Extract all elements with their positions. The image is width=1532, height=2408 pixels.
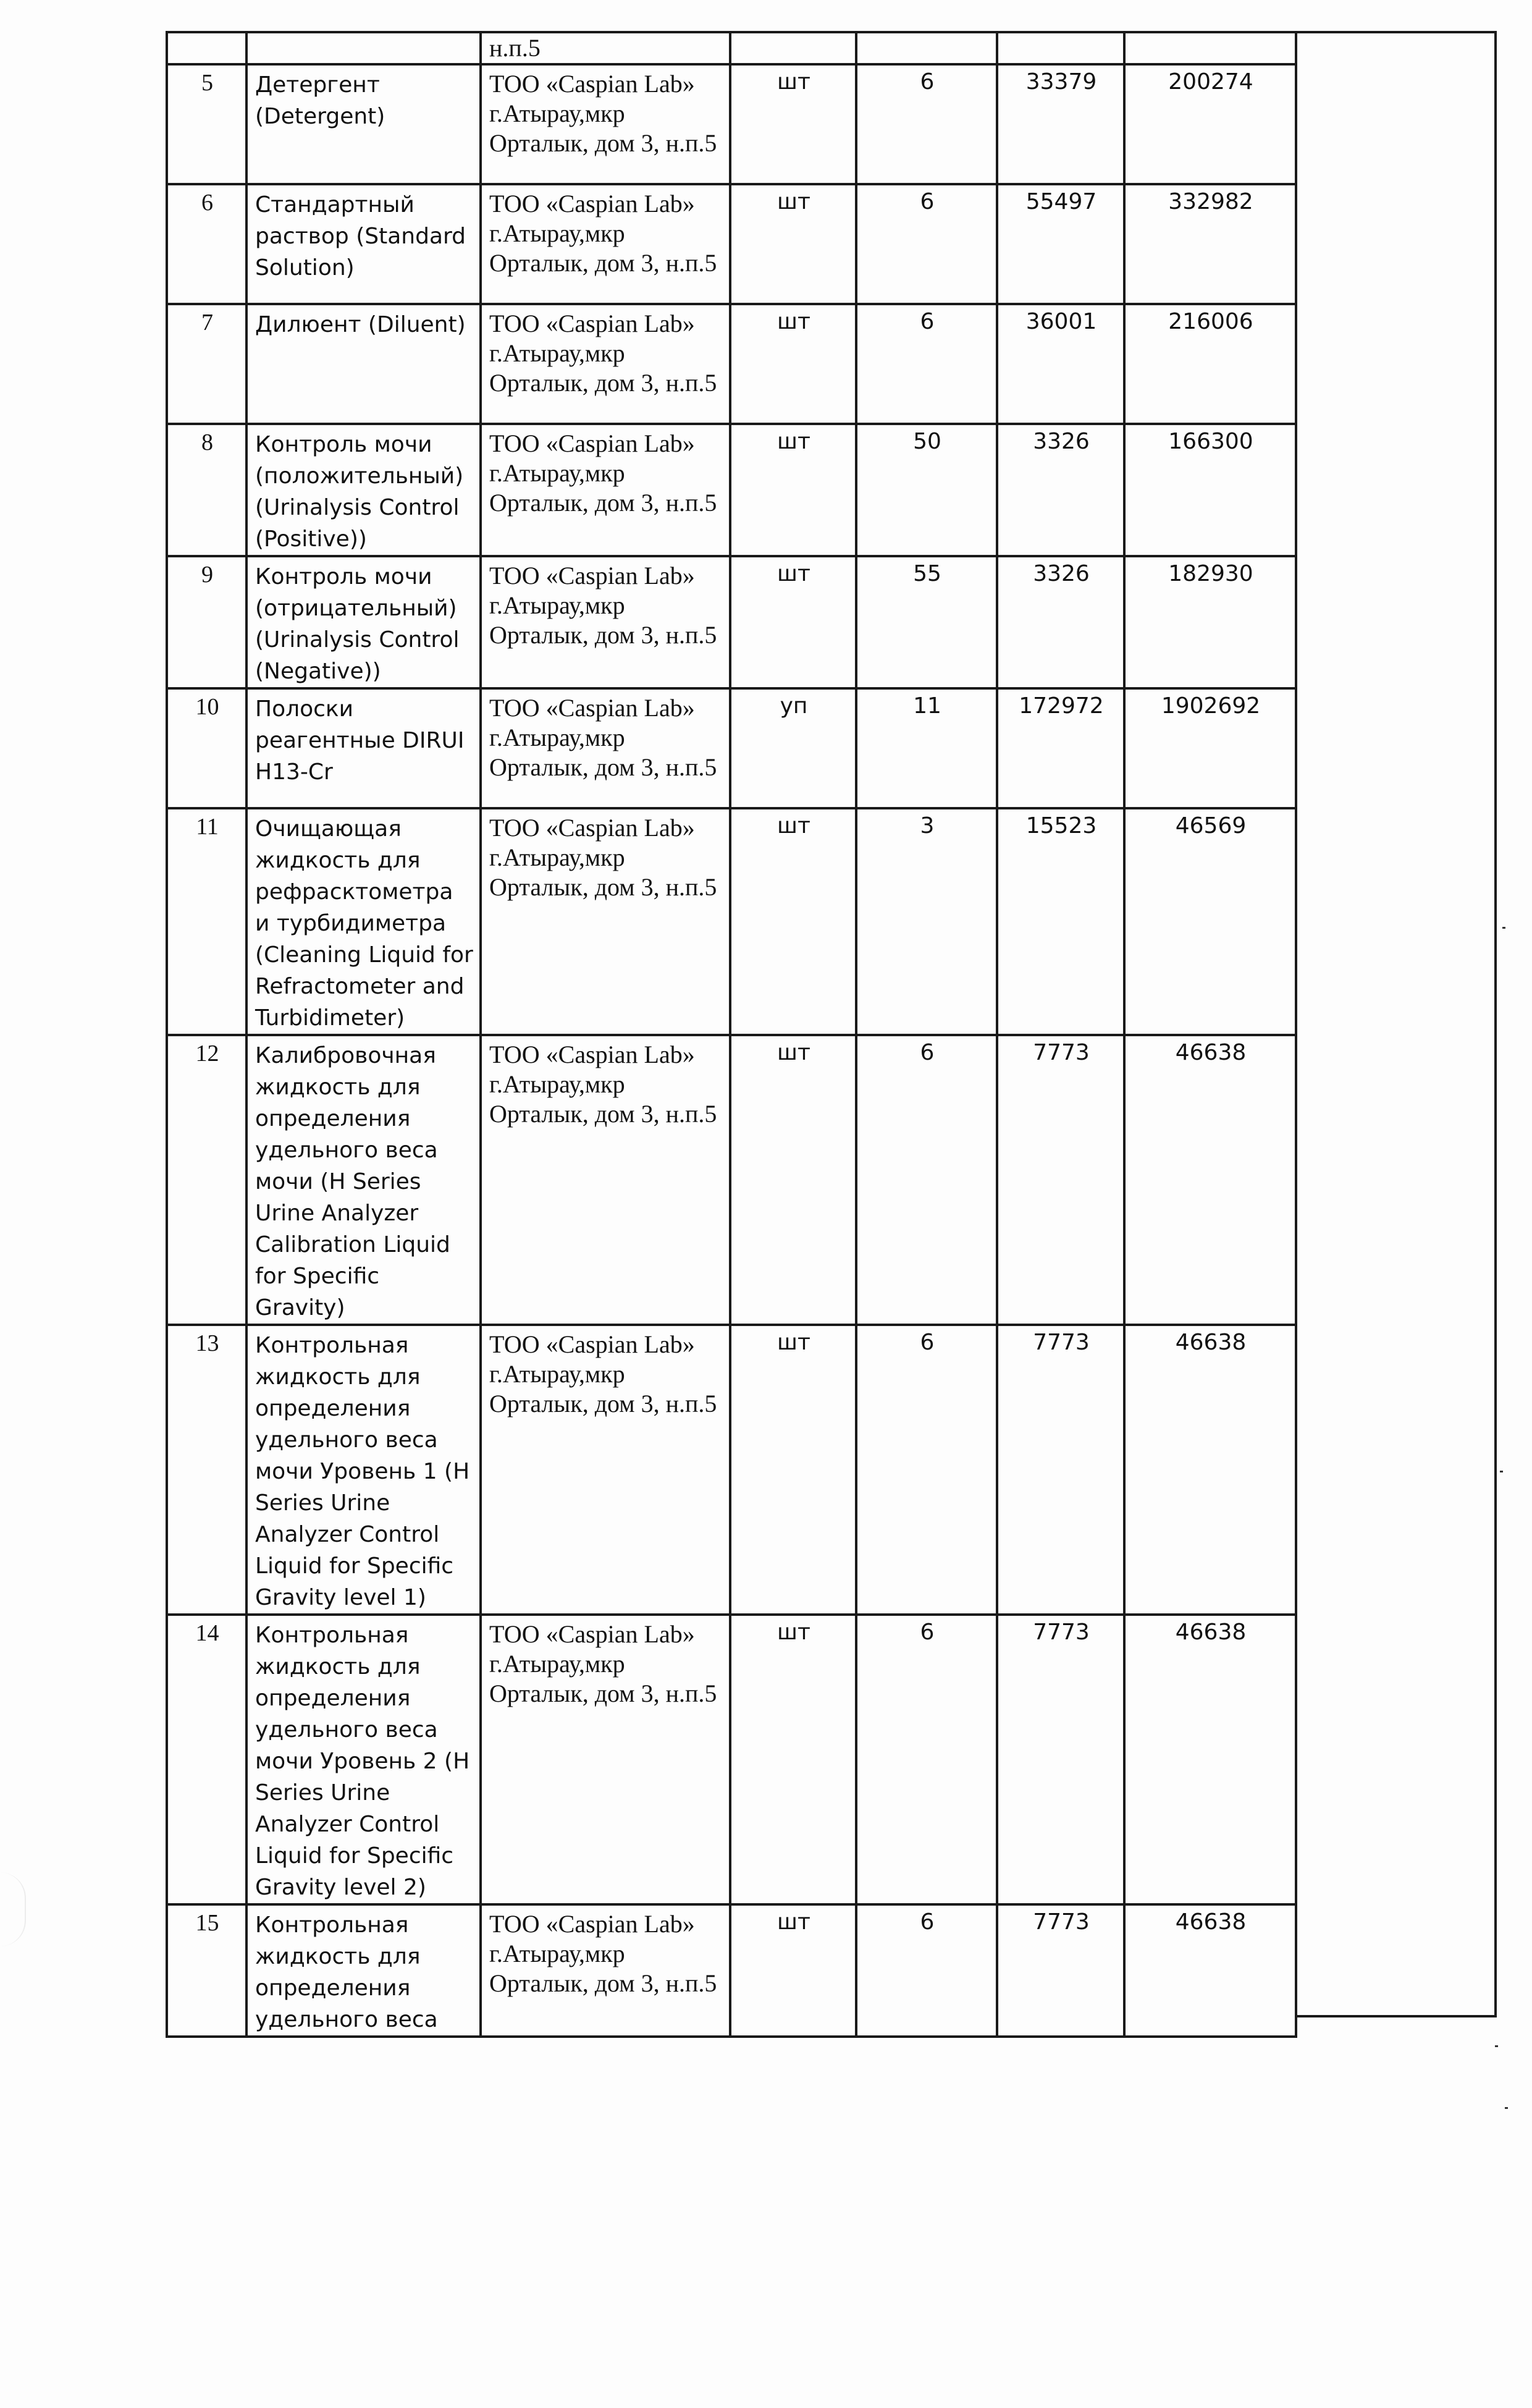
- supplier-cell: ТОО «Caspian Lab» г.Атырау,мкр Орталык, дом 3, н.п.5: [481, 64, 730, 184]
- qty-cell: 11: [856, 688, 997, 808]
- qty-cell: 6: [856, 64, 997, 184]
- unit-cell: уп: [730, 688, 856, 808]
- scan-speck: [1505, 2107, 1508, 2109]
- table-row: [167, 556, 1296, 688]
- price-cell: 36001: [997, 304, 1124, 424]
- sum-cell: 46638: [1124, 1325, 1296, 1615]
- row-number: 8: [167, 424, 246, 556]
- row-number: 13: [167, 1325, 246, 1615]
- qty-cell: 6: [856, 1035, 997, 1325]
- price-cell: 3326: [997, 556, 1124, 688]
- scan-speck: [1495, 2045, 1498, 2047]
- row-number: 6: [167, 184, 246, 304]
- sum-cell: 46638: [1124, 1035, 1296, 1325]
- item-name: Контрольная жидкость для определения удельного веса мочи Уровень 2 (H Series Urine Analyzer Control Liquid for Specific Gravity level 2): [246, 1615, 481, 1904]
- sum-cell: 46638: [1124, 1615, 1296, 1904]
- table-row: [167, 64, 1296, 184]
- unit-cell: шт: [730, 1325, 856, 1615]
- item-name: Контроль мочи (положительный) (Urinalysis Control (Positive)): [246, 424, 481, 556]
- supplier-cell: ТОО «Caspian Lab» г.Атырау,мкр Орталык, дом 3, н.п.5: [481, 1615, 730, 1904]
- row-number: 14: [167, 1615, 246, 1904]
- items-table: [166, 31, 1297, 2038]
- supplier-cell: ТОО «Caspian Lab» г.Атырау,мкр Орталык, дом 3, н.п.5: [481, 688, 730, 808]
- unit-cell: шт: [730, 808, 856, 1035]
- sum-cell: 332982: [1124, 184, 1296, 304]
- unit-cell: шт: [730, 1904, 856, 2037]
- unit-cell: шт: [730, 556, 856, 688]
- supplier-cell: н.п.5: [481, 32, 730, 64]
- qty-cell: 6: [856, 1615, 997, 1904]
- item-name: Контрольная жидкость для определения удельного веса мочи Уровень 1 (H Series Urine Analyzer Control Liquid for Specific Gravity level 1): [246, 1325, 481, 1615]
- unit-cell: шт: [730, 424, 856, 556]
- supplier-cell: ТОО «Caspian Lab» г.Атырау,мкр Орталык, дом 3, н.п.5: [481, 1904, 730, 2037]
- qty-cell: 50: [856, 424, 997, 556]
- table-row: [167, 688, 1296, 808]
- row-number: 10: [167, 688, 246, 808]
- supplier-cell: ТОО «Caspian Lab» г.Атырау,мкр Орталык, дом 3, н.п.5: [481, 556, 730, 688]
- sum-cell: 216006: [1124, 304, 1296, 424]
- row-number: 12: [167, 1035, 246, 1325]
- price-cell: 7773: [997, 1325, 1124, 1615]
- table-row-continuation: [167, 32, 1296, 64]
- item-name: Полоски реагентные DIRUI H13-Cr: [246, 688, 481, 808]
- unit-cell: шт: [730, 64, 856, 184]
- scan-speck: [1502, 927, 1505, 929]
- empty-right-column: [1295, 31, 1497, 2017]
- sum-cell: 1902692: [1124, 688, 1296, 808]
- unit-cell: шт: [730, 1615, 856, 1904]
- table-row: [167, 1904, 1296, 2037]
- unit-cell: шт: [730, 184, 856, 304]
- price-cell: 55497: [997, 184, 1124, 304]
- row-number: 7: [167, 304, 246, 424]
- qty-cell: 3: [856, 808, 997, 1035]
- sum-cell: 46569: [1124, 808, 1296, 1035]
- sum-cell: 166300: [1124, 424, 1296, 556]
- scan-speck: [1500, 1471, 1503, 1472]
- price-cell: 3326: [997, 424, 1124, 556]
- item-name: Калибровочная жидкость для определения удельного веса мочи (H Series Urine Analyzer Calibration Liquid for Specific Gravity): [246, 1035, 481, 1325]
- price-cell: 7773: [997, 1904, 1124, 2037]
- table-row: [167, 424, 1296, 556]
- price-cell: 7773: [997, 1035, 1124, 1325]
- item-name: Дилюент (Diluent): [246, 304, 481, 424]
- table-row: [167, 1325, 1296, 1615]
- unit-cell: шт: [730, 1035, 856, 1325]
- scan-edge-mark: [0, 1872, 26, 1946]
- price-cell: 33379: [997, 64, 1124, 184]
- row-number: 5: [167, 64, 246, 184]
- table-row: [167, 184, 1296, 304]
- table-row: [167, 1035, 1296, 1325]
- sum-cell: 200274: [1124, 64, 1296, 184]
- price-cell: 15523: [997, 808, 1124, 1035]
- supplier-cell: ТОО «Caspian Lab» г.Атырау,мкр Орталык, дом 3, н.п.5: [481, 1035, 730, 1325]
- qty-cell: 6: [856, 1325, 997, 1615]
- item-name: Детергент (Detergent): [246, 64, 481, 184]
- qty-cell: 6: [856, 1904, 997, 2037]
- supplier-cell: ТОО «Caspian Lab» г.Атырау,мкр Орталык, дом 3, н.п.5: [481, 1325, 730, 1615]
- unit-cell: шт: [730, 304, 856, 424]
- item-name: Контрольная жидкость для определения удельного веса: [246, 1904, 481, 2037]
- qty-cell: 6: [856, 304, 997, 424]
- supplier-cell: ТОО «Caspian Lab» г.Атырау,мкр Орталык, дом 3, н.п.5: [481, 304, 730, 424]
- item-name: Стандартный раствор (Standard Solution): [246, 184, 481, 304]
- supplier-cell: ТОО «Caspian Lab» г.Атырау,мкр Орталык, дом 3, н.п.5: [481, 808, 730, 1035]
- table-row: [167, 304, 1296, 424]
- price-cell: 7773: [997, 1615, 1124, 1904]
- row-number: 11: [167, 808, 246, 1035]
- supplier-cell: ТОО «Caspian Lab» г.Атырау,мкр Орталык, дом 3, н.п.5: [481, 184, 730, 304]
- qty-cell: 6: [856, 184, 997, 304]
- sum-cell: 182930: [1124, 556, 1296, 688]
- sum-cell: 46638: [1124, 1904, 1296, 2037]
- table-row: [167, 808, 1296, 1035]
- item-name: Контроль мочи (отрицательный) (Urinalysis Control (Negative)): [246, 556, 481, 688]
- table-row: [167, 1615, 1296, 1904]
- qty-cell: 55: [856, 556, 997, 688]
- row-number: 9: [167, 556, 246, 688]
- price-cell: 172972: [997, 688, 1124, 808]
- supplier-cell: ТОО «Caspian Lab» г.Атырау,мкр Орталык, дом 3, н.п.5: [481, 424, 730, 556]
- item-name: Очищающая жидкость для рефрасктометра и турбидиметра (Cleaning Liquid for Refractometer and Turbidimeter): [246, 808, 481, 1035]
- row-number: 15: [167, 1904, 246, 2037]
